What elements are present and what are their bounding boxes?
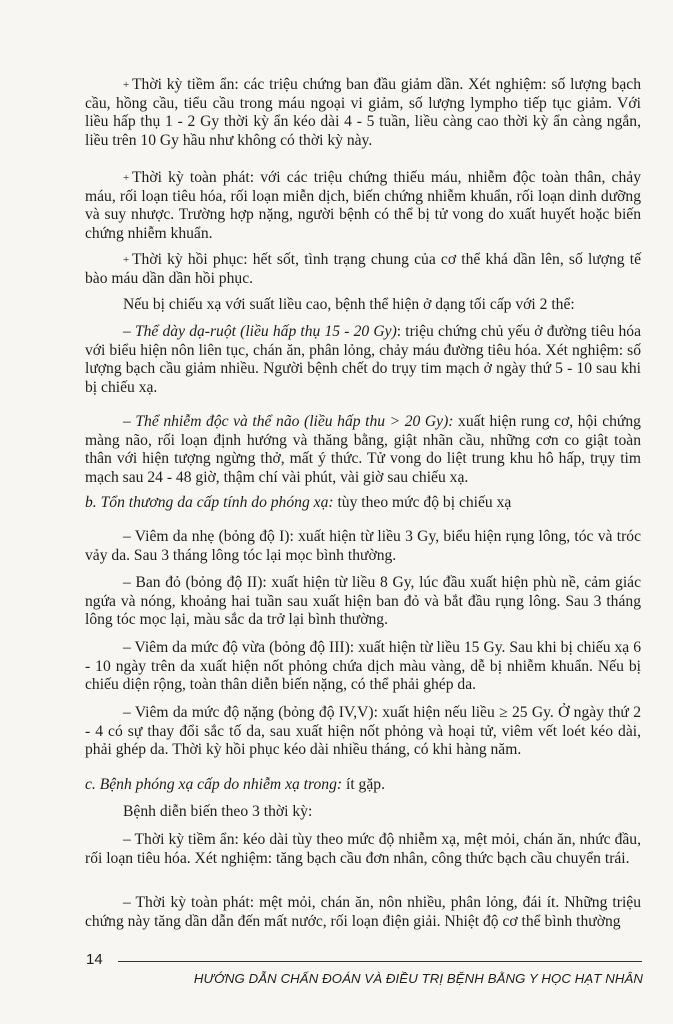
paragraph-erythema: – Ban đỏ (bỏng độ II): xuất hiện từ liều 8 Gy, lúc đầu xuất hiện phù nề, cảm giác ngứa và nóng, khoảng hai tuần sau xuất hiện ban đỏ và bắt đầu rụng lông. Sau 3 tháng lông tóc mọc lại, màu sắc da trở lại bình thường. [85,574,641,629]
paragraph-moderate-dermatitis: – Viêm da mức độ vừa (bỏng độ III): xuất hiện từ liều 15 Gy. Sau khi bị chiếu xạ 6 - 10 ngày trên da xuất hiện nốt phỏng chứa dịch màu vàng, dễ bị nhiễm khuẩn. Nếu bị chiếu diện rộng, toàn thân diễn biến nặng, có thể phải ghép da. [85,639,641,694]
paragraph-acute-period [85,169,641,243]
bullet-marker: + [123,79,130,91]
paragraph-text: : triệu chứng chủ yếu ở đường tiêu hóa với biểu hiện nôn liên tục, chán ăn, phân lỏng, chảy máu đường tiêu hóa. Xét nghiệm: số lượng bạch cầu giảm nhiều. Người bệnh chết do trụy tim mạch ở ngày thứ 5 - 10 sau khi bị chiếu xạ. [85,323,641,396]
paragraph-internal-acute: – Thời kỳ toàn phát: mệt mỏi, chán ăn, nôn nhiều, phân lỏng, đái ít. Những triệu chứng này tăng dần dẫn đến mất nước, rối loạn điện giải. Nhiệt độ cơ thể bình thường [85,894,641,930]
term-italic: – Thể dày dạ-ruột (liều hấp thụ 15 - 20 Gy) [123,323,397,340]
heading-italic: b. Tổn thương da cấp tính do phóng xạ: [85,494,334,511]
paragraph-toxic-brain-form [85,413,641,487]
heading-italic: c. Bệnh phóng xạ cấp do nhiễm xạ trong: [85,776,343,793]
footer-rule [118,961,642,962]
bullet-marker: + [123,172,130,184]
section-heading-c [85,776,641,795]
paragraph-text: xuất hiện rung cơ, hội chứng màng não, rối loạn định hướng và thăng bằng, giật nhãn cầu, những cơn co giật toàn thân với hiện tượng ngừng thở, mất ý thức. Tử vong do liệt trung khu hô hấp, trụy tim mạch sau 24 - 48 giờ, thậm chí vài phút, vài giờ sau chiếu xạ. [85,413,641,486]
paragraph-high-dose-intro: Nếu bị chiếu xạ với suất liều cao, bệnh thể hiện ở dạng tối cấp với 2 thể: [123,296,575,313]
running-title: HƯỚNG DẪN CHẨN ĐOÁN VÀ ĐIỀU TRỊ BỆNH BẰNG Y HỌC HẠT NHÂN [193,971,643,986]
paragraph-severe-dermatitis: – Viêm da mức độ nặng (bỏng độ IV,V): xuất hiện nếu liều ≥ 25 Gy. Ở ngày thứ 2 - 4 có sự thay đổi sắc tố da, sau xuất hiện nốt phỏng và hoại tử, viêm vết loét kéo dài, phải ghép da. Thời kỳ hồi phục kéo dài nhiều tháng, có khi hàng năm. [85,704,641,759]
paragraph-text: Thời kỳ tiềm ẩn: các triệu chứng ban đầu giảm dần. Xét nghiệm: số lượng bạch cầu, hồng cầu, tiểu cầu trong máu ngoại vi giảm, số lượng lympho tiếp tục giảm. Với liều hấp thụ 1 - 2 Gy thời kỳ ẩn kéo dài 4 - 5 tuần, liều càng cao thời kỳ ẩn càng ngắn, liều trên 10 Gy hầu như không có thời kỳ này. [85,76,641,149]
paragraph-internal-latent: – Thời kỳ tiềm ẩn: kéo dài tùy theo mức độ nhiễm xạ, mệt mỏi, chán ăn, nhức đầu, rối loạn tiêu hóa. Xét nghiệm: tăng bạch cầu đơn nhân, công thức bạch cầu chuyển trái. [85,831,641,867]
bullet-marker: + [123,254,130,266]
paragraph-recovery-period [85,251,641,288]
paragraph-latent-period [85,76,641,150]
section-heading-b [85,494,641,513]
heading-text: ít gặp. [342,776,385,793]
term-italic: – Thể nhiễm độc và thể não (liều hấp thu > 20 Gy): [123,413,454,430]
paragraph-mild-dermatitis: – Viêm da nhẹ (bỏng độ I): xuất hiện từ liều 3 Gy, biểu hiện rụng lông, tóc và tróc vảy da. Sau 3 tháng lông tóc lại mọc bình thường. [85,528,641,564]
page-number: 14 [86,951,103,968]
paragraph-three-periods: Bệnh diễn biến theo 3 thời kỳ: [123,803,313,820]
paragraph-text: Thời kỳ hồi phục: hết sốt, tình trạng chung của cơ thể khá dần lên, số lượng tế bào máu dần dần hồi phục. [85,251,641,287]
heading-text: tùy theo mức độ bị chiếu xạ [333,494,512,511]
paragraph-text: Thời kỳ toàn phát: với các triệu chứng thiếu máu, nhiễm độc toàn thân, chảy máu, rối loạn tiêu hóa, rối loạn miễn dịch, biến chứng nhiễm khuẩn, rối loạn dinh dưỡng và suy nhược. Trường hợp nặng, người bệnh có thể bị tử vong do xuất huyết hoặc biến chứng nhiễm khuẩn. [85,169,641,242]
paragraph-gastro-form [85,323,641,397]
